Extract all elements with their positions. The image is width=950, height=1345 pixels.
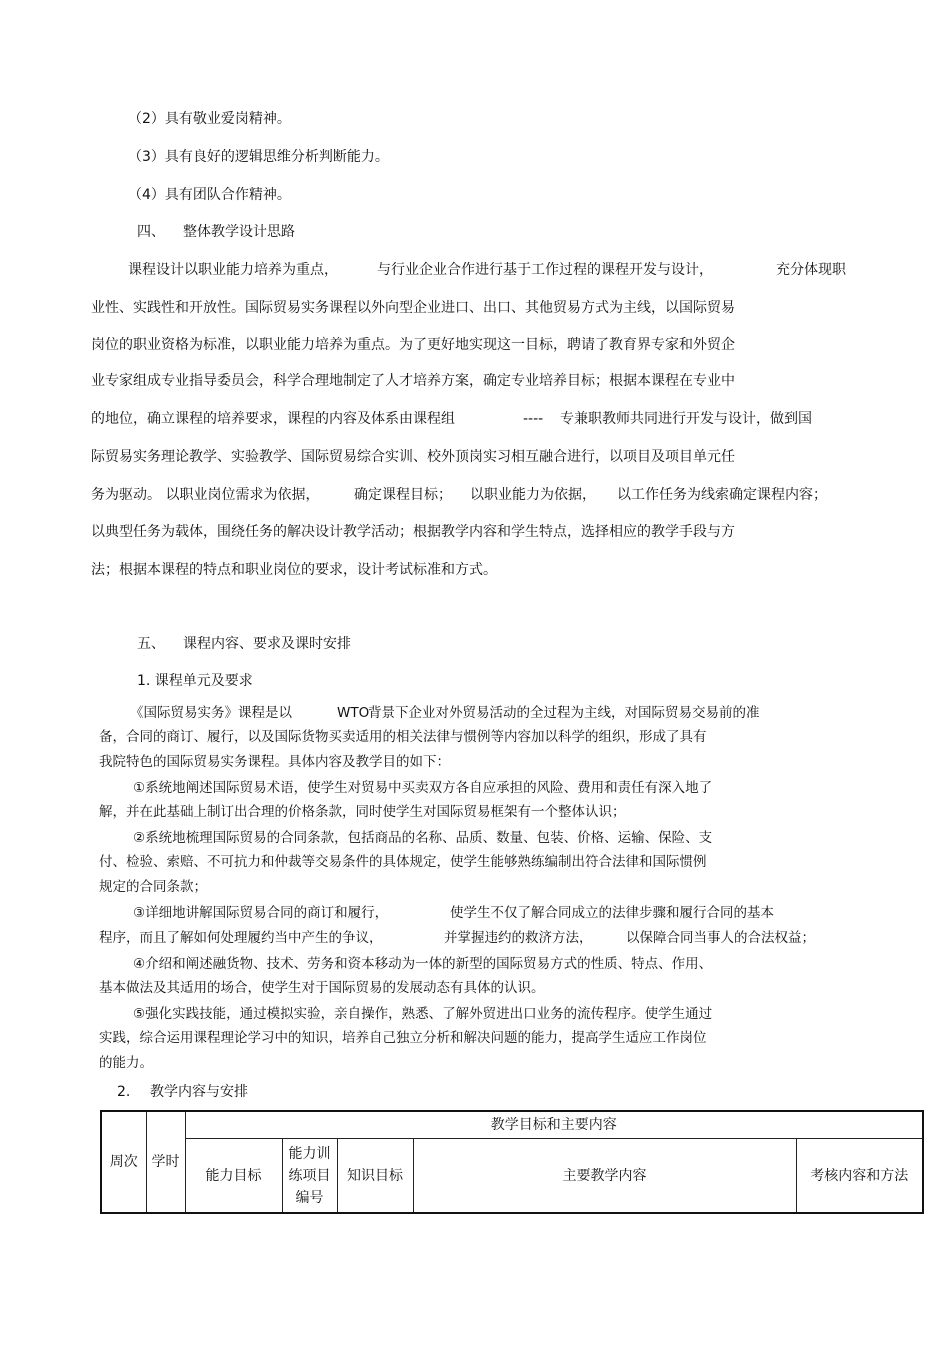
item-4: （4）具有团队合作精神。: [128, 187, 291, 203]
header-week: 周次: [101, 1111, 146, 1213]
para4-line-3: 岗位的职业资格为标准，以职业能力培养为重点。为了更好地实现这一目标，聘请了教育界专家和外贸企: [91, 337, 735, 353]
para4-line-1c: 充分体现职: [776, 262, 846, 278]
para4-line-5c: 专兼职教师共同进行开发与设计，做到国: [560, 411, 812, 427]
section-4-number: 四、: [137, 224, 165, 240]
para4-line-7a: 务为驱动。 以职业岗位需求为依据，: [91, 487, 320, 503]
para5-line-4: ①系统地阐述国际贸易术语，使学生对贸易中买卖双方各自应承担的风险、费用和责任有深入地了: [133, 780, 713, 796]
para5-line-3: 我院特色的国际贸易实务课程。具体内容及教学目的如下：: [99, 754, 450, 770]
header-teaching-goals-group: 教学目标和主要内容: [185, 1111, 923, 1139]
item-2: （2）具有敬业爱岗精神。: [128, 111, 291, 127]
section-4-title: 整体教学设计思路: [183, 224, 295, 240]
para5-item4-line2: 基本做法及其适用的场合，使学生对于国际贸易的发展动态有具体的认识。: [99, 980, 545, 996]
section-5-number: 五、: [137, 636, 165, 652]
teaching-schedule-table: [100, 1110, 924, 1214]
para5-item3-line2-a: 程序，而且了解如何处理履约当中产生的争议，: [99, 930, 383, 946]
header-assessment: 考核内容和方法: [796, 1139, 923, 1214]
para4-line-6: 际贸易实务理论教学、实验教学、国际贸易综合实训、校外顶岗实习相互融合进行，以项目及项目单元任: [91, 449, 735, 465]
para4-line-7b: 确定课程目标；: [354, 487, 452, 503]
para5-intro-b: 背景下企业对外贸易活动的全过程为主线，对国际贸易交易前的准: [368, 705, 760, 721]
para4-line-7c: 以职业能力为依据，: [470, 487, 596, 503]
para5-intro-a: 《国际贸易实务》课程是以: [130, 705, 292, 721]
para5-item4-line1: ④介绍和阐述融货物、技术、劳务和资本移动为一体的新型的国际贸易方式的性质、特点、作用、: [133, 956, 713, 972]
para5-item5-line3: 的能力。: [99, 1055, 153, 1071]
header-ability-goal: 能力目标: [185, 1139, 282, 1214]
header-main-content: 主要教学内容: [413, 1139, 796, 1214]
para5-item3-line2-c: 以保障合同当事人的合法权益；: [626, 930, 815, 946]
para5-line-6: ②系统地梳理国际贸易的合同条款，包括商品的名称、品质、数量、包装、价格、运输、保险、支: [133, 830, 713, 846]
header-training-line-2: 练项目: [288, 1167, 331, 1184]
subsection-1-title: 1. 课程单元及要求: [137, 673, 253, 689]
para5-line-5: 解，并在此基础上制订出合理的价格条款，同时使学生对国际贸易框架有一个整体认识；: [99, 804, 626, 820]
header-hours: 学时: [146, 1111, 185, 1213]
para5-line-8: 规定的合同条款；: [99, 879, 207, 895]
para5-intro-wto: WTO: [337, 705, 370, 721]
para4-line-8: 以典型任务为载体，围绕任务的解决设计教学活动；根据教学内容和学生特点，选择相应的教学手段与方: [91, 524, 735, 540]
para4-line-5a: 的地位，确立课程的培养要求，课程的内容及体系由课程组: [91, 411, 455, 427]
para5-line-2: 备，合同的商订、履行，以及国际货物买卖适用的相关法律与惯例等内容加以科学的组织，形成了具有: [99, 729, 707, 745]
item-3: （3）具有良好的逻辑思维分析判断能力。: [128, 149, 389, 165]
para5-line-7: 付、检验、索赔、不可抗力和仲裁等交易条件的具体规定，使学生能够熟练编制出符合法律和国际惯例: [99, 854, 707, 870]
para4-line-5b: ----: [523, 411, 544, 427]
header-knowledge-goal: 知识目标: [337, 1139, 413, 1214]
section-5-title: 课程内容、要求及课时安排: [183, 636, 351, 652]
para4-line-9: 法；根据本课程的特点和职业岗位的要求，设计考试标准和方式。: [91, 562, 497, 578]
para4-line-7d: 以工作任务为线索确定课程内容；: [617, 487, 827, 503]
para5-item5-line1: ⑤强化实践技能，通过模拟实验，亲自操作，熟悉、了解外贸进出口业务的流传程序。使学生通过: [133, 1006, 713, 1022]
para4-line-4: 业专家组成专业指导委员会，科学合理地制定了人才培养方案，确定专业培养目标；根据本课程在专业中: [91, 373, 735, 389]
para5-item3-line2-b: 并掌握违约的救济方法，: [444, 930, 593, 946]
para5-item3-a: ③详细地讲解国际贸易合同的商订和履行，: [133, 905, 389, 921]
para4-line-1a: 课程设计以职业能力培养为重点，: [128, 262, 338, 278]
para4-line-1b: 与行业企业合作进行基于工作过程的课程开发与设计，: [377, 262, 713, 278]
subsection-2-title: 教学内容与安排: [150, 1084, 248, 1100]
header-training-line-3: 编号: [295, 1189, 324, 1206]
para5-item5-line2: 实践，综合运用课程理论学习中的知识，培养自己独立分析和解决问题的能力，提高学生适应工作岗位: [99, 1030, 707, 1046]
para5-item3-b: 使学生不仅了解合同成立的法律步骤和履行合同的基本: [450, 905, 774, 921]
para4-line-2: 业性、实践性和开放性。国际贸易实务课程以外向型企业进口、出口、其他贸易方式为主线，以国际贸易: [91, 300, 735, 316]
header-training-line-1: 能力训: [288, 1145, 331, 1162]
subsection-2-number: 2.: [117, 1084, 131, 1100]
header-training-project-number: [282, 1139, 337, 1214]
